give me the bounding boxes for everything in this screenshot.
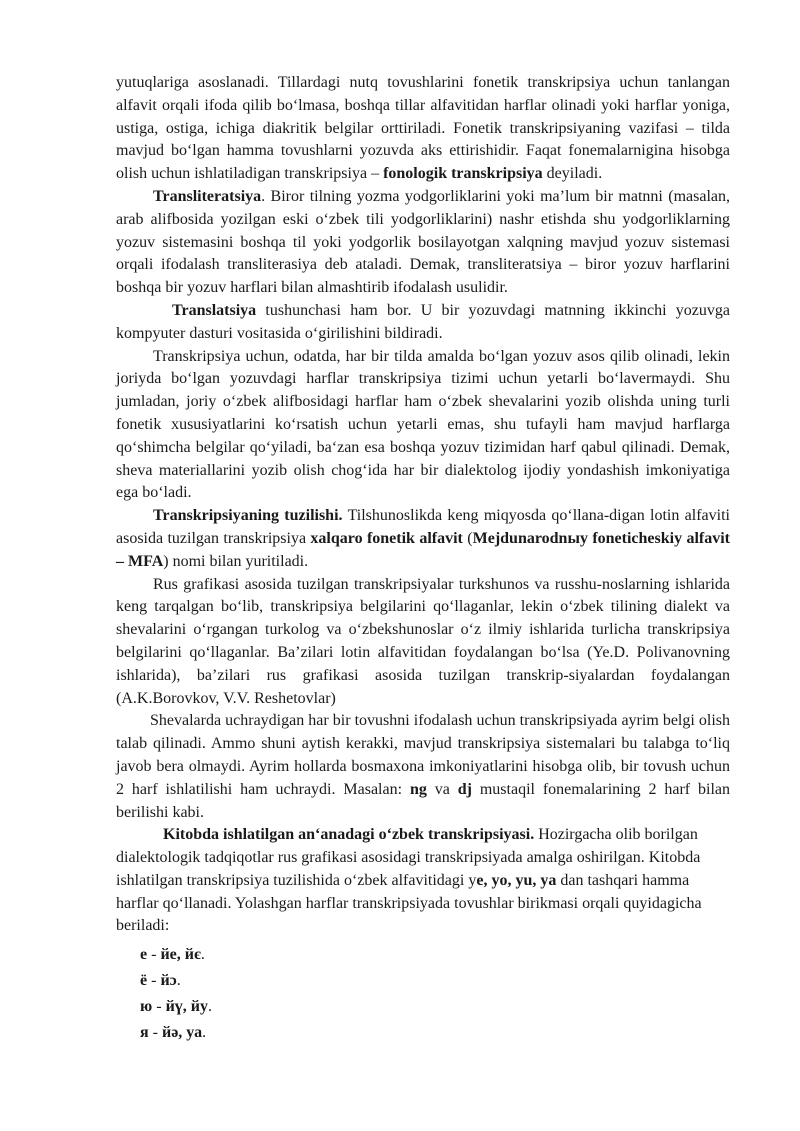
paragraph-2-text: . Biror tilning yozma yodgorliklarini yoki ma’lum bir matnni (masalan, arab alifbosida yozilgan eski o‘zbek tili yodgorliklarini) nashr etishda shu yodgorliklarning yozuv sistemasini boshqa til yoki yodgorlik bosilayotgan xalqning mavjud yozuv sistemasi orqali ifodalash transliterasiya deb ataladi. Demak, transliteratsiya – biror yozuv harflarini boshqa bir yozuv harflari bilan almashtirib ifodalash usulidir. [116, 187, 730, 297]
cyrillic-letter: я [140, 1024, 149, 1042]
paragraph-4-text: Transkripsiya uchun, odatda, har bir tilda amalda bo‘lgan yozuv asos qilib olinadi, lekin joriyda bo‘lgan yozuvdagi harflar transkripsiya tizimi uchun yetarli bo‘lavermaydi. Shu jumladan, joriy o‘zbek alifbosidagi harflar ham o‘zbek shevalarini yozib olishda uning turli fonetik xususiyatlarini ko‘rsatish uchun yetarli emas, shu tufayli ham mavjud harflarga qo‘shimcha belgilar qo‘yiladi, ba‘zan esa boshqa yozuv tizimidan harf qabul qilinadi. Demak, sheva materiallarini yozib olish chog‘ida har bir dialektolog ijodiy yondashish imkoniyatiga ega bo‘ladi. [116, 347, 730, 502]
term-ng: ng [409, 780, 427, 798]
transcription-item [116, 968, 730, 994]
term-dj: dj [457, 780, 472, 798]
transcription-list [116, 942, 730, 1046]
paragraph-translatsiya [116, 300, 730, 346]
cyrillic-letter: е [140, 946, 148, 964]
term-transliteratsiya: Transliteratsiya [153, 187, 262, 205]
paragraph-8-text: Hozirgacha olib borilgan dialektologik tadqiqotlar rus grafikasi asosidagi transkripsiyada amalga oshirilgan. Kitobda ishlatilgan transkripsiya tuzilishida o‘zbek alfavitidagi y [116, 826, 701, 889]
paragraph-7-text: Shevalarda uchraydigan har bir tovushni ifodalash uchun transkripsiyada ayrim belgi olish talab qilinadi. Ammo shuni aytish kerakki, mavjud transkripsiya sistemalari bu talabga to‘liq javob bera olmaydi. Ayrim hollarda bosmaxona imkoniyatlarini hisobga olib, bir tovush uchun 2 harf ishlatilishi ham uchraydi. Masalan: [116, 712, 730, 798]
item-end: . [176, 972, 181, 990]
paragraph-5-end: ) nomi bilan yuritiladi. [163, 552, 309, 570]
paragraph-7-end: mustaqil fonemalarining 2 harf bilan berilishi kabi. [116, 780, 731, 821]
paragraph-3-text: tushunchasi ham bor. U bir yozuvdagi matnning ikkinchi yozuvga kompyuter dasturi vositasida o‘girilishini bildiradi. [116, 301, 730, 342]
paragraph-5-mid: ( [462, 529, 473, 547]
separator: - [147, 972, 161, 990]
paragraph-7-mid: va [426, 780, 458, 798]
separator: - [152, 998, 166, 1016]
item-end: . [208, 998, 212, 1016]
cyrillic-letter: ю [140, 998, 153, 1016]
paragraph-6-text: Rus grafikasi asosida tuzilgan transkripsiyalar turkshunos va russhu-noslarning ishlarida keng tarqalgan bo‘lib, transkripsiya belgilarini qo‘llaganlar, lekin o‘zbek tilining dialekt va shevalarini o‘rgangan turkolog va o‘zbekshunoslar o‘z ilmiy ishlarida turlicha transkripsiya belgilarini qo‘llaganlar. Ba’zilari lotin alfavitidan foydalangan bo‘lsa (Ye.D. Polivanovning ishlarida), ba’zilari rus grafikasi asosida tuzilgan transkrip-siyalardan foydalangan (A.K.Borovkov, V.V. Reshetovlar) [116, 575, 730, 707]
paragraph-1-text: yutuqlariga asoslanadi. Tillardagi nutq tovushlarini fonetik transkripsiya uchun tanlangan alfavit orqali ifoda qilib bo‘lmasa, boshqa tillar alfavitidan harflar olinadi yoki harflar yoniga, ustiga, ostiga, ichiga diakritik belgilar orttiriladi. Fonetik transkripsiyaning vazifasi – tilda mavjud bo‘lgan hamma tovushlarni yozuvda aks ettirishidir. Faqat fonemalarnigina hisobga olish uchun ishlatiladigan transkripsiya – [116, 74, 730, 183]
separator: - [148, 1024, 162, 1042]
heading-transkripsiyaning-tuzilishi: Transkripsiyaning tuzilishi. [153, 507, 343, 525]
transcription-values: йү, йу [165, 998, 208, 1016]
transcription-values: йɔ [160, 972, 177, 990]
cyrillic-letter: ё [140, 972, 148, 990]
transcription-item [116, 994, 730, 1020]
term-ye-yo-yu-ya: e, yo, yu, ya [476, 871, 557, 889]
paragraph-5-text: Tilshunoslikda keng miqyosda qo‘llana-digan lotin alfaviti asosida tuzilgan transkripsiya [116, 507, 730, 547]
paragraph-1 [116, 72, 730, 186]
paragraph-4 [116, 346, 730, 506]
item-end: . [200, 946, 205, 964]
heading-kitobda-transkripsiyasi: Kitobda ishlatilgan an‘anadagi o‘zbek transkripsiyasi. [163, 826, 535, 844]
term-fonologik-transkripsiya: fonologik transkripsiya [383, 165, 543, 183]
paragraph-8-end: dan tashqari hamma harflar qo‘llanadi. Yolashgan harflar transkripsiyada tovushlar birikmasi orqali quyidagicha beriladi: [116, 871, 702, 935]
transcription-values: йә, уа [161, 1024, 203, 1042]
term-mfa: Mejdunarodnыy foneticheskiy alfavit – MFA [116, 529, 731, 570]
item-end: . [202, 1024, 207, 1042]
separator: - [147, 946, 161, 964]
paragraph-transliteratsiya [116, 186, 730, 300]
paragraph-7 [116, 710, 730, 824]
transcription-item [116, 942, 730, 968]
paragraph-1-end: deyiladi. [542, 165, 603, 183]
transcription-values: йе, йє [160, 946, 201, 964]
term-translatsiya: Translatsiya [172, 301, 257, 319]
paragraph-tuzilishi [116, 505, 730, 573]
paragraph-6 [116, 574, 730, 711]
term-xalqaro-fonetik-alfavit: xalqaro fonetik alfavit [310, 529, 463, 547]
paragraph-kitobda [116, 824, 730, 938]
transcription-item [116, 1020, 730, 1046]
